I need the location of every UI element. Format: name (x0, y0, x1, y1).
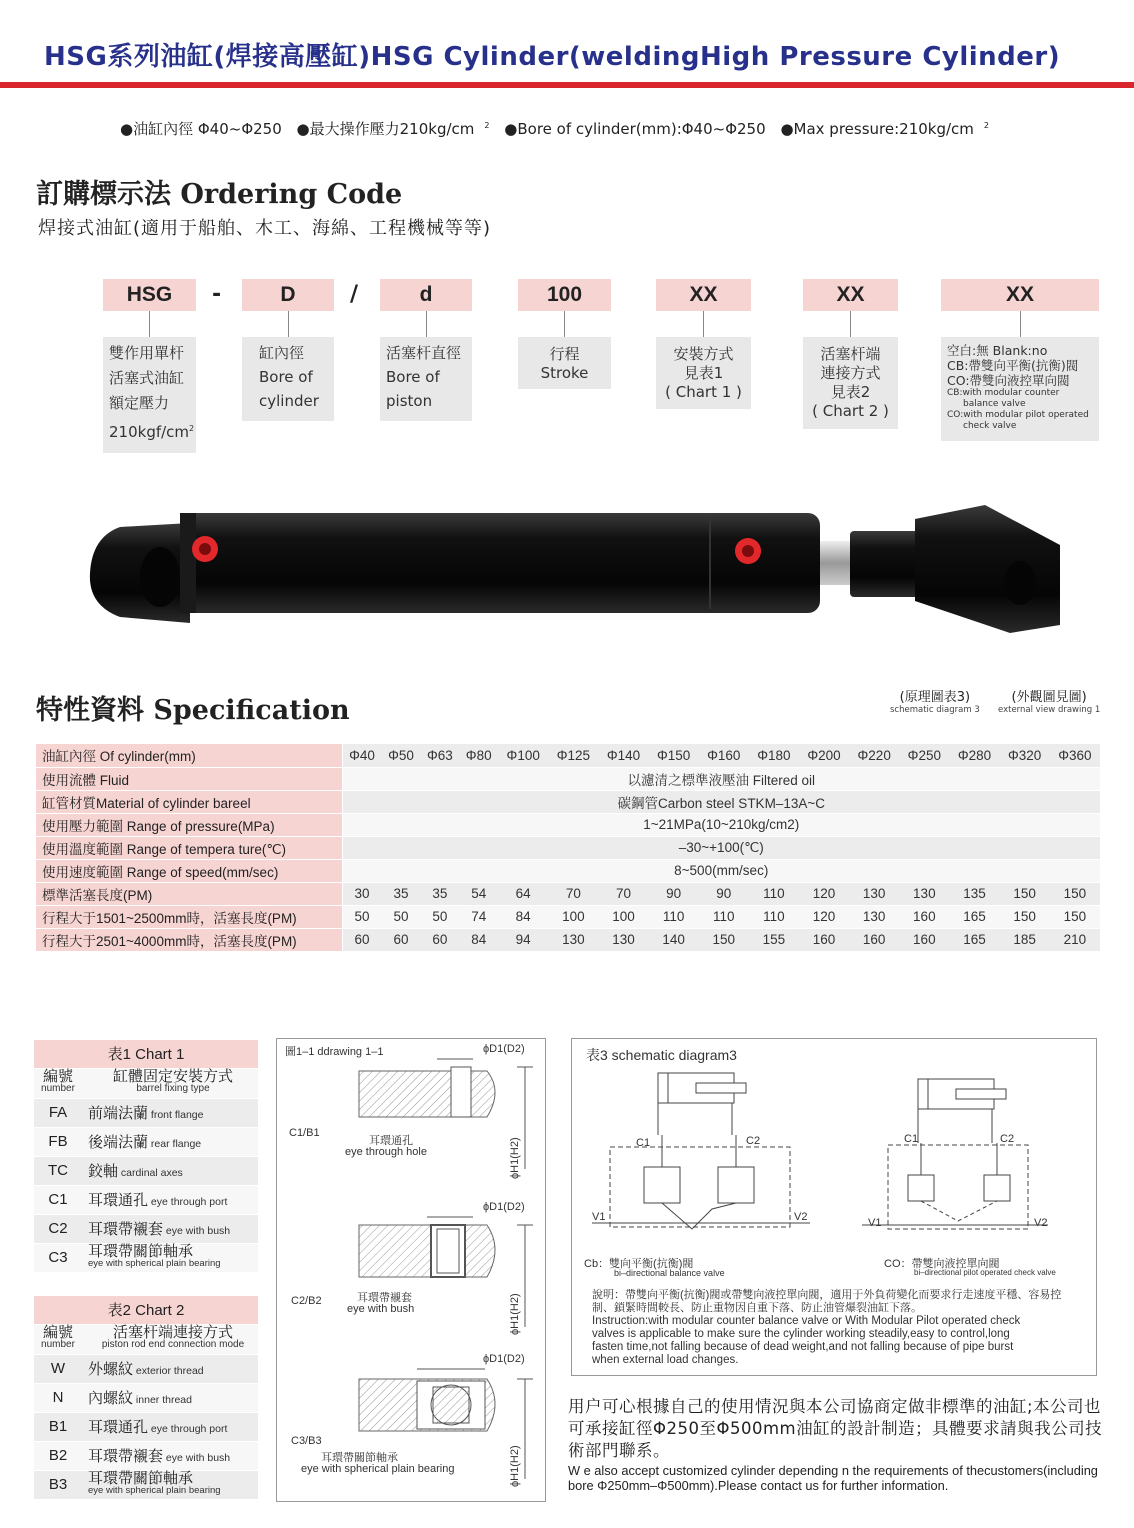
ordering-subtitle: 焊接式油缸(適用于船舶、木工、海綿、工程機械等等) (38, 218, 492, 239)
bullet-pressure-en: ●Max pressure:210kg/cm $^2$ (780, 120, 989, 138)
code-connector (703, 311, 704, 337)
chart2-desc-zh: 外螺紋 (88, 1361, 134, 1378)
chart2-table (34, 1296, 258, 1500)
co-c1: C1 (904, 1133, 919, 1145)
spec-row (36, 790, 1100, 813)
spec-value-cell: 185 (1000, 928, 1050, 951)
chart1-desc-zh: 前端法蘭 (88, 1105, 149, 1122)
spec-title: 特性資料 Specification (36, 695, 350, 726)
spec-value-cell: 150 (1000, 905, 1050, 928)
chart2-row (34, 1354, 258, 1383)
code-connector (149, 311, 150, 337)
chart1-desc (82, 1127, 258, 1156)
bullet-bore-en: ●Bore of cylinder(mm):Φ40~Φ250 (504, 120, 766, 138)
spec-row-value: 8~500(mm/sec) (342, 859, 1100, 882)
chart2-desc (82, 1354, 258, 1383)
spec-value-cell: 54 (459, 882, 498, 905)
chart1-desc-zh: 耳環帶襯套 (88, 1221, 164, 1238)
spec-value-cell: 150 (1000, 882, 1050, 905)
co-caption-zh: CO：帶雙向液控單向閥 (884, 1258, 1000, 1270)
spec-bore-cell: Φ100 (498, 744, 548, 767)
schematic-note-en: Instruction:with modular counter balance valve or With Modular Pilot operated check valves is applicable to make sure the cylinder working steadily,easy to control,long fasten time,not falling because of dead weight,and not falling because of pipe burst when external load changes. (592, 1315, 1021, 1366)
spec-row (36, 767, 1100, 790)
custom-note-en: W e also accept customized cylinder depending n the requirements of thecustomers(including bore Φ250mm–Φ500mm).Please contact us for further information. (568, 1463, 1098, 1493)
chart2-code: B1 (34, 1412, 82, 1441)
chart1-desc (82, 1156, 258, 1185)
spec-bore-cell: Φ160 (699, 744, 749, 767)
spec-bore-cell: Φ80 (459, 744, 498, 767)
spec-bore-cell: Φ180 (749, 744, 799, 767)
chart1-desc-en: eye with bush (163, 1225, 231, 1237)
spec-value-cell: 140 (649, 928, 699, 951)
spec-row-value: 碳鋼管Carbon steel STKM–13A~C (342, 790, 1100, 813)
chart2-col-mode: 活塞杆端連接方式 piston rod end connection mode (82, 1324, 258, 1354)
code-connector (288, 311, 289, 337)
spec-value-cell: 35 (382, 882, 421, 905)
code-mount: XX (656, 279, 751, 311)
spec-value-cell: 160 (799, 928, 849, 951)
spec-value-cell: 84 (459, 928, 498, 951)
code-rodend: XX (803, 279, 898, 311)
chart1-row (34, 1156, 258, 1185)
spec-bore-cell: Φ360 (1050, 744, 1100, 767)
spec-value-cell: 50 (342, 905, 382, 928)
chart1-code: C3 (34, 1243, 82, 1272)
chart1-row (34, 1214, 258, 1243)
spec-value-cell: 74 (459, 905, 498, 928)
chart1-col-number: 編號 number (34, 1068, 82, 1098)
spec-bore-cell: Φ220 (849, 744, 899, 767)
spec-note-external: (外觀圖見圖) external view drawing 1 (998, 690, 1101, 715)
c1-zh: 耳環通孔 (369, 1135, 413, 1147)
code-rod: d (380, 279, 472, 311)
chart2-row (34, 1383, 258, 1412)
desc-bore: 缸內徑 Bore of cylinder (242, 337, 334, 421)
chart2-desc-zh: 耳環帶關節軸承 (88, 1470, 194, 1487)
c2-label: C2/B2 (291, 1295, 322, 1307)
chart1-desc-en: eye through port (148, 1196, 228, 1208)
chart1-desc-en: front flange (148, 1109, 204, 1121)
chart2-code: N (34, 1383, 82, 1412)
chart2-desc-zh: 內螺紋 (88, 1390, 134, 1407)
chart2-desc (82, 1412, 258, 1441)
h-label: ϕH1(H2) (509, 1137, 521, 1179)
spec-row (36, 813, 1100, 836)
code-connector (1020, 311, 1021, 337)
chart1-code: FA (34, 1098, 82, 1127)
spec-value-cell: 110 (649, 905, 699, 928)
chart2-desc-en: exterior thread (133, 1365, 204, 1377)
spec-bore-cell: Φ63 (420, 744, 459, 767)
chart1-row (34, 1243, 258, 1272)
spec-bore-cell: Φ250 (899, 744, 949, 767)
drawing-panel (276, 1038, 546, 1502)
chart1-code: C1 (34, 1185, 82, 1214)
title-rule (0, 82, 1134, 88)
spec-row-bore (36, 744, 1100, 767)
spec-bore-cell: Φ40 (342, 744, 382, 767)
spec-value-cell: 35 (420, 882, 459, 905)
spec-value-cell: 120 (799, 905, 849, 928)
spec-value-cell: 130 (849, 905, 899, 928)
spec-value-cell: 110 (749, 882, 799, 905)
desc-mount: 安裝方式 見表1 ( Chart 1 ) (656, 337, 751, 409)
spec-row-value: 以濾清之標準液壓油 Filtered oil (342, 767, 1100, 790)
spec-row (36, 836, 1100, 859)
d1-label: ϕD1(D2) (483, 1201, 525, 1213)
spec-value-cell: 160 (899, 905, 949, 928)
chart1-desc-zh: 耳環通孔 (88, 1192, 149, 1209)
spec-row (36, 928, 1100, 951)
c2-en: eye with bush (347, 1303, 415, 1315)
spec-value-cell: 60 (420, 928, 459, 951)
spec-value-cell: 60 (342, 928, 382, 951)
drawing-title: 圖1–1 ddrawing 1–1 (285, 1046, 384, 1058)
spec-row (36, 882, 1100, 905)
bullet-pressure-zh: ●最大操作壓力210kg/cm $^2$ (296, 120, 490, 138)
spec-note-schematic: (原理圖表3) schematic diagram 3 (890, 690, 980, 715)
chart1-desc (82, 1098, 258, 1127)
schematic-title: 表3 schematic diagram3 (586, 1047, 737, 1063)
spec-row-label: 使用流體 Fluid (36, 767, 342, 790)
schematic-linework (572, 1039, 1098, 1269)
chart1-desc-zh: 鉸軸 (88, 1163, 119, 1180)
spec-row-label: 使用壓力範圍 Range of pressure(MPa) (36, 813, 342, 836)
chart1-code: C2 (34, 1214, 82, 1243)
cb-v2: V2 (794, 1211, 808, 1223)
code-connector (426, 311, 427, 337)
chart2-col-number: 編號 number (34, 1324, 82, 1354)
chart1-desc-zh: 後端法蘭 (88, 1134, 149, 1151)
chart2-row (34, 1441, 258, 1470)
chart1-row (34, 1127, 258, 1156)
spec-row-label: 行程大于2501~4000mm時，活塞長度(PM) (36, 928, 342, 951)
chart2-desc (82, 1383, 258, 1412)
spec-value-cell: 94 (498, 928, 548, 951)
chart2-title: 表2 Chart 2 (34, 1296, 258, 1324)
code-connector (850, 311, 851, 337)
chart1-title: 表1 Chart 1 (34, 1040, 258, 1068)
chart1-desc (82, 1214, 258, 1243)
cb-c1: C1 (636, 1137, 651, 1149)
chart2-desc-en: eye with spherical plain bearing (88, 1485, 221, 1496)
h-label: ϕH1(H2) (509, 1293, 521, 1335)
chart2-code: B2 (34, 1441, 82, 1470)
code-connector (564, 311, 565, 337)
chart2-desc-zh: 耳環帶襯套 (88, 1448, 164, 1465)
spec-value-cell: 120 (799, 882, 849, 905)
chart1-desc (82, 1185, 258, 1214)
cb-v1: V1 (592, 1211, 606, 1223)
chart1-table (34, 1040, 258, 1273)
desc-rod: 活塞杆直徑 Bore of piston (380, 337, 472, 421)
spec-value-cell: 130 (548, 928, 598, 951)
chart2-desc (82, 1441, 258, 1470)
chart1-desc-zh: 耳環帶關節軸承 (88, 1243, 194, 1260)
chart2-desc-en: eye with bush (163, 1452, 231, 1464)
spec-bore-cell: Φ140 (598, 744, 648, 767)
chart1-desc-en: eye with spherical plain bearing (88, 1258, 221, 1269)
code-stroke: 100 (518, 279, 611, 311)
schematic-note-zh: 說明：帶雙向平衡(抗衡)閥或帶雙向液控單向閥，適用于外負荷變化而要求行走速度平穩、容易控制、鎖緊時間較長、防止重物因自重下落、防止油管爆裂油缸下落。 (592, 1289, 1062, 1314)
spec-value-cell: 60 (382, 928, 421, 951)
spec-row-label: 使用溫度範圍 Range of tempera ture(℃) (36, 836, 342, 859)
spec-value-cell: 165 (949, 905, 999, 928)
code-option: XX (941, 279, 1099, 311)
co-v2: V2 (1034, 1217, 1048, 1229)
chart1-desc (82, 1243, 258, 1272)
spec-value-cell: 135 (949, 882, 999, 905)
spec-bore-cell: Φ150 (649, 744, 699, 767)
spec-value-cell: 210 (1050, 928, 1100, 951)
spec-row-label: 油缸內徑 Of cylinder(mm) (36, 744, 342, 767)
drawing-linework (277, 1039, 547, 1503)
chart2-desc (82, 1470, 258, 1499)
desc-rodend: 活塞杆端 連接方式 見表2 ( Chart 2 ) (803, 337, 898, 429)
page-title: HSG系列油缸(焊接高壓缸)HSG Cylinder(weldingHigh Pressure Cylinder) (44, 42, 1061, 72)
chart2-row (34, 1470, 258, 1499)
spec-value-cell: 50 (382, 905, 421, 928)
chart1-desc-en: rear flange (148, 1138, 202, 1150)
spec-row (36, 859, 1100, 882)
spec-value-cell: 100 (598, 905, 648, 928)
spec-value-cell: 70 (598, 882, 648, 905)
spec-row-label: 使用速度範圍 Range of speed(mm/sec) (36, 859, 342, 882)
code-hsg: HSG (103, 279, 196, 311)
spec-bore-cell: Φ50 (382, 744, 421, 767)
spec-value-cell: 150 (1050, 882, 1100, 905)
chart2-desc-en: eye through port (148, 1423, 228, 1435)
c1-label: C1/B1 (289, 1127, 320, 1139)
chart2-row (34, 1412, 258, 1441)
spec-row (36, 905, 1100, 928)
spec-value-cell: 130 (849, 882, 899, 905)
spec-row-value: 1~21MPa(10~210kg/cm2) (342, 813, 1100, 836)
spec-row-label: 缸管材質Material of cylinder bareel (36, 790, 342, 813)
spec-value-cell: 30 (342, 882, 382, 905)
spec-row-value: –30~+100(℃) (342, 836, 1100, 859)
co-caption-en: bi–directional pilot operated check valve (914, 1268, 1056, 1277)
chart1-code: TC (34, 1156, 82, 1185)
spec-value-cell: 165 (949, 928, 999, 951)
spec-row-label: 行程大于1501~2500mm時，活塞長度(PM) (36, 905, 342, 928)
spec-value-cell: 130 (899, 882, 949, 905)
chart1-code: FB (34, 1127, 82, 1156)
spec-bore-cell: Φ125 (548, 744, 598, 767)
chart2-code: W (34, 1354, 82, 1383)
h-label: ϕH1(H2) (509, 1445, 521, 1487)
co-c2: C2 (1000, 1133, 1015, 1145)
spec-value-cell: 150 (699, 928, 749, 951)
code-sep-slash: / (350, 282, 359, 307)
c1-en: eye through hole (345, 1146, 427, 1158)
code-sep-dash: - (212, 282, 222, 307)
chart1-col-type: 缸體固定安裝方式 barrel fixing type (82, 1068, 258, 1098)
c3-en: eye with spherical plain bearing (301, 1463, 455, 1475)
spec-value-cell: 160 (899, 928, 949, 951)
spec-value-cell: 64 (498, 882, 548, 905)
spec-value-cell: 50 (420, 905, 459, 928)
code-d: D (242, 279, 334, 311)
co-v1: V1 (868, 1217, 882, 1229)
spec-table (36, 744, 1100, 952)
cb-caption-en: bi–directional balance valve (614, 1268, 725, 1278)
cb-c2: C2 (746, 1135, 761, 1147)
c2-zh: 耳環帶襯套 (357, 1292, 412, 1304)
spec-bullets (120, 118, 999, 139)
chart2-desc-zh: 耳環通孔 (88, 1419, 149, 1436)
spec-value-cell: 155 (749, 928, 799, 951)
bullet-bore-zh: ●油缸內徑 Φ40~Φ250 (120, 120, 282, 138)
d1-label: ϕD1(D2) (483, 1043, 525, 1055)
spec-bore-cell: Φ320 (1000, 744, 1050, 767)
cylinder-image (80, 505, 1070, 645)
spec-value-cell: 90 (699, 882, 749, 905)
c3-label: C3/B3 (291, 1435, 322, 1447)
ordering-title: 訂購標示法 Ordering Code (36, 179, 403, 210)
spec-value-cell: 84 (498, 905, 548, 928)
spec-value-cell: 90 (649, 882, 699, 905)
spec-value-cell: 160 (849, 928, 899, 951)
spec-value-cell: 110 (749, 905, 799, 928)
cb-caption-zh: Cb：雙向平衡(抗衡)閥 (584, 1258, 694, 1270)
spec-value-cell: 110 (699, 905, 749, 928)
custom-note-zh: 用户可心根據自己的使用情況與本公司協商定做非標準的油缸;本公司也可承接缸徑Φ250至Φ500mm油缸的設計制造；具體要求請與我公司技術部門聯系。 (568, 1397, 1103, 1460)
schematic-panel (571, 1038, 1097, 1376)
spec-bore-cell: Φ280 (949, 744, 999, 767)
spec-bore-cell: Φ200 (799, 744, 849, 767)
spec-value-cell: 130 (598, 928, 648, 951)
chart2-desc-en: inner thread (133, 1394, 192, 1406)
chart2-code: B3 (34, 1470, 82, 1499)
desc-stroke: 行程 Stroke (518, 337, 611, 389)
spec-value-cell: 150 (1050, 905, 1100, 928)
spec-row-label: 標準活塞長度(PM) (36, 882, 342, 905)
chart1-row (34, 1098, 258, 1127)
spec-value-cell: 70 (548, 882, 598, 905)
spec-value-cell: 100 (548, 905, 598, 928)
desc-option: 空白:無 Blank:no CB:帶雙向平衡(抗衡)閥 CO:帶雙向液控單向閥 CB:with modular counter balance valve CO:with modular pilot operated check valve (941, 337, 1099, 441)
chart1-row (34, 1185, 258, 1214)
desc-hsg: 雙作用單杆 活塞式油缸 額定壓力 $210kgf/cm^2$ (103, 337, 196, 453)
c3-zh: 耳環帶關節軸承 (321, 1452, 398, 1464)
chart1-desc-en: cardinal axes (118, 1167, 183, 1179)
d1-label: ϕD1(D2) (483, 1353, 525, 1365)
